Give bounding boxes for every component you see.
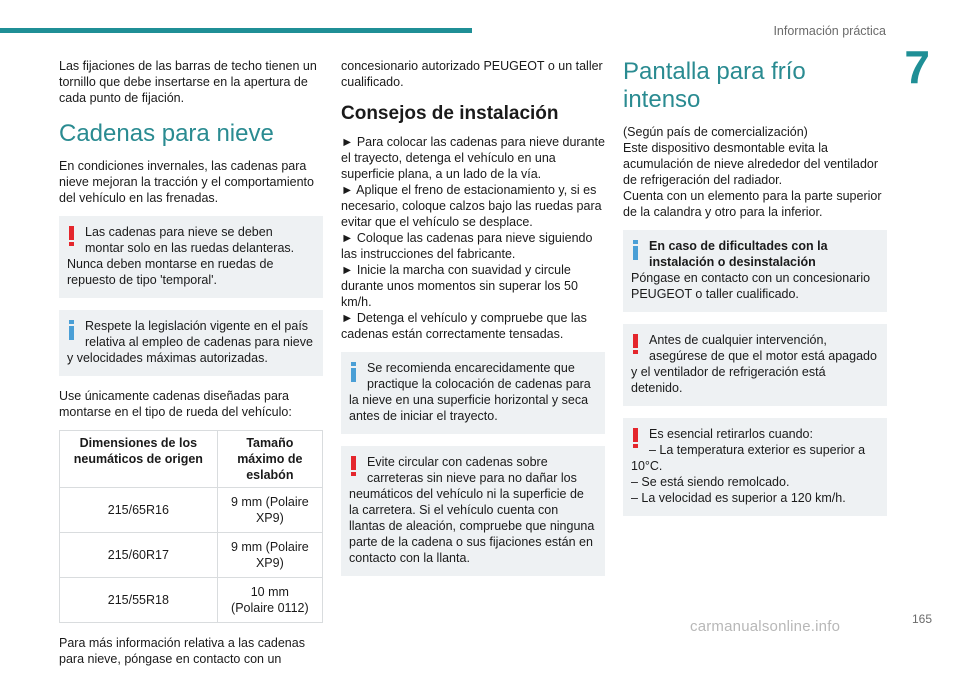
- table-row: [60, 488, 323, 533]
- table-cell: 215/65R16: [60, 488, 218, 533]
- warning-text-rest: Nunca deben montarse en ruedas de repuesto de tipo 'temporal'.: [67, 257, 274, 287]
- more-info-paragraph: Para más información relativa a las cadenas para nieve, póngase en contacto con un: [59, 636, 305, 666]
- warning-exclamation-icon: [633, 334, 638, 354]
- warning-text-rest: neumáticos del vehículo ni la superficie de la carretera. Si el vehículo cuenta con llantas de aleación, compruebe que ninguna parte de la cadena o sus fijaciones están en contacto con la llanta.: [349, 487, 595, 565]
- warning-exclamation-icon: [351, 456, 356, 476]
- column-3: [623, 58, 887, 528]
- table-row: [60, 578, 323, 623]
- step-item: ► Para colocar las cadenas para nieve durante el trayecto, detenga el vehículo en una superficie plana, a un lado de la vía.: [341, 135, 605, 181]
- section-title: Información práctica: [773, 24, 886, 38]
- warning-text-first-line2: – La temperatura exterior es superior a: [649, 443, 866, 457]
- roof-bars-paragraph: Las fijaciones de las barras de techo tienen un tornillo que debe insertarse en la apertura de cada punto de fijación.: [59, 59, 317, 105]
- warning-note-no-snow: [341, 446, 605, 576]
- page-number: 165: [911, 612, 932, 626]
- continuation-paragraph: concesionario autorizado PEUGEOT o un taller cualificado.: [341, 59, 603, 89]
- info-icon: [69, 320, 74, 340]
- warning-text-first: Antes de cualquier intervención, asegúrese de que el motor está apagado: [649, 333, 877, 363]
- warning-text-first: Las cadenas para nieve se deben montar solo en las ruedas delanteras.: [85, 225, 295, 255]
- warning-text-first: Evite circular con cadenas sobre carreteras sin nieve para no dañar los: [367, 455, 577, 485]
- table-cell: 9 mm (Polaire XP9): [217, 488, 322, 533]
- watermark: carmanualsonline.info: [690, 618, 841, 635]
- warning-note-remove: [623, 418, 887, 516]
- installation-steps: [341, 134, 605, 342]
- info-note-legislation: [59, 310, 323, 376]
- table-cell: 215/60R17: [60, 533, 218, 578]
- info-text-rest: Póngase en contacto con un concesionario PEUGEOT o taller cualificado.: [631, 271, 871, 301]
- info-text-rest: y velocidades máximas autorizadas.: [67, 351, 268, 365]
- cold-screen-heading: Pantalla para frío intenso: [623, 58, 806, 113]
- info-icon: [633, 240, 638, 260]
- list-item: – Se está siendo remolcado.: [631, 475, 790, 489]
- cold-screen-paragraph-2: Cuenta con un elemento para la parte superior de la calandra y otro para la inferior.: [623, 189, 882, 219]
- step-item: ► Detenga el vehículo y compruebe que las cadenas están correctamente tensadas.: [341, 311, 587, 341]
- table-row: [60, 533, 323, 578]
- info-text-first: Se recomienda encarecidamente que practique la colocación de cadenas para: [367, 361, 591, 391]
- warning-note-engine-off: [623, 324, 887, 406]
- warning-exclamation-icon: [69, 226, 74, 246]
- table-cell-line: 10 mm: [250, 585, 289, 599]
- info-note-installation: [623, 230, 887, 312]
- warning-text-first: Es esencial retirarlos cuando:: [649, 427, 813, 441]
- step-item: ► Aplique el freno de estacionamiento y, si es necesario, coloque calzos bajo las ruedas para evitar que el vehículo se desplace.: [341, 183, 602, 229]
- installation-tips-heading: Consejos de instalación: [341, 103, 559, 124]
- warning-note-front-wheels: [59, 216, 323, 298]
- table-cell: 9 mm (Polaire XP9): [217, 533, 322, 578]
- step-item: ► Coloque las cadenas para nieve siguiendo las instrucciones del fabricante.: [341, 231, 593, 261]
- info-text-rest: la nieve en una superficie horizontal y seca antes de iniciar el trayecto.: [349, 393, 589, 423]
- snow-chains-heading: Cadenas para nieve: [59, 120, 274, 147]
- list-item: – La velocidad es superior a 120 km/h.: [631, 491, 846, 505]
- column-2: [341, 58, 605, 588]
- warning-exclamation-icon: [633, 428, 638, 448]
- country-note: (Según país de comercialización): [623, 125, 808, 139]
- top-accent-bar: [0, 28, 472, 33]
- info-icon: [351, 362, 356, 382]
- tyre-chain-table: [59, 430, 323, 623]
- chains-type-paragraph: Use únicamente cadenas diseñadas para montarse en el tipo de rueda del vehículo:: [59, 389, 292, 419]
- table-header-link-size: Tamaño máximo de eslabón: [217, 431, 322, 488]
- cold-screen-paragraph-1: Este dispositivo desmontable evita la acumulación de nieve alrededor del ventilador de refrigeración del radiador.: [623, 141, 879, 187]
- table-header-tyre-size: Dimensiones de los neumáticos de origen: [60, 431, 218, 488]
- info-text-first: Respete la legislación vigente en el país relativa al empleo de cadenas para nieve: [85, 319, 313, 349]
- table-cell: [217, 578, 322, 623]
- table-cell-line: (Polaire 0112): [231, 601, 309, 615]
- info-note-practice: [341, 352, 605, 434]
- snow-chains-paragraph: En condiciones invernales, las cadenas para nieve mejoran la tracción y el comportamiento del vehículo en las frenadas.: [59, 159, 314, 205]
- warning-text-rest: 10°C.: [631, 459, 663, 473]
- warning-text-rest: y el ventilador de refrigeración está detenido.: [631, 365, 826, 395]
- step-item: ► Inicie la marcha con suavidad y circule durante unos momentos sin superar los 50 km/h.: [341, 263, 578, 309]
- info-text-first: En caso de dificultades con la instalación o desinstalación: [649, 239, 828, 269]
- column-1: [59, 58, 323, 677]
- table-cell: 215/55R18: [60, 578, 218, 623]
- chapter-number: 7: [904, 41, 930, 93]
